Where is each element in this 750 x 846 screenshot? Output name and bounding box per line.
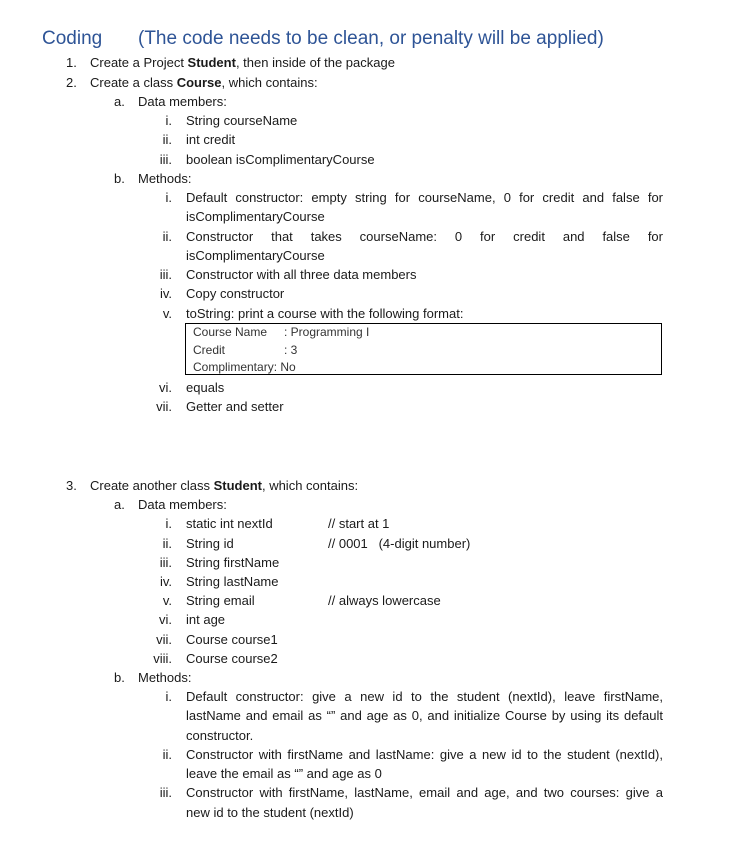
course-name-value: : Programming I xyxy=(284,325,370,339)
list-item: Constructor that takes courseName: 0 for credit and false for xyxy=(186,229,663,244)
list-item-number: vii. xyxy=(156,399,172,414)
page-title: Coding xyxy=(42,28,103,49)
list-item-number: ii. xyxy=(162,747,172,762)
student-data-members-label: Data members: xyxy=(138,497,227,512)
list-item: Copy constructor xyxy=(186,286,285,301)
list-item-number: ii. xyxy=(162,229,172,244)
credit-value: : 3 xyxy=(284,343,298,357)
complimentary-line: Complimentary: No xyxy=(193,360,296,374)
list-item: toString: print a course with the following format: xyxy=(186,306,464,321)
list-item-number: iii. xyxy=(159,267,172,282)
list-item-number: vi. xyxy=(159,380,172,395)
list-item-number: i. xyxy=(165,113,172,128)
list-item-number: i. xyxy=(165,516,172,531)
list-item-continuation: isComplimentaryCourse xyxy=(186,248,325,263)
list-item-number: vii. xyxy=(156,632,172,647)
list-item-number: ii. xyxy=(162,132,172,147)
list-item-number: ii. xyxy=(162,536,172,551)
list-item: Default constructor: empty string for courseName, 0 for credit and false for xyxy=(186,190,663,205)
course-data-members-number: a. xyxy=(114,94,125,109)
list-item-number: i. xyxy=(165,190,172,205)
list-item-number: v. xyxy=(162,306,172,321)
list-item: Course course2 xyxy=(186,651,278,666)
student-data-members-number: a. xyxy=(114,497,125,512)
list-item: Default constructor: give a new id to the student (nextId), leave firstName, xyxy=(186,689,663,704)
student-methods-label: Methods: xyxy=(138,670,192,685)
clean-code-note: (The code needs to be clean, or penalty will be applied) xyxy=(138,28,604,49)
list-item-continuation: isComplimentaryCourse xyxy=(186,209,325,224)
list-item-number: iii. xyxy=(159,152,172,167)
course-methods-label: Methods: xyxy=(138,171,192,186)
section-2-text: Create a class Course, which contains: xyxy=(90,75,318,90)
list-item: String lastName xyxy=(186,574,279,589)
list-item-number: iii. xyxy=(159,785,172,800)
section-3-number: 3. xyxy=(66,478,77,493)
list-item: Getter and setter xyxy=(186,399,284,414)
list-item-number: i. xyxy=(165,689,172,704)
list-item: String email xyxy=(186,593,255,608)
credit-label: Credit xyxy=(193,343,226,357)
section-1-text: Create a Project Student, then inside of the package xyxy=(90,55,395,70)
list-item: Constructor with all three data members xyxy=(186,267,417,282)
list-item: boolean isComplimentaryCourse xyxy=(186,152,375,167)
list-item-continuation: leave the email as “” and age as 0 xyxy=(186,766,382,781)
list-item: static int nextId xyxy=(186,516,273,531)
list-item: String id xyxy=(186,536,234,551)
list-item-number: vi. xyxy=(159,612,172,627)
section-3-text: Create another class Student, which contains: xyxy=(90,478,359,493)
list-item-continuation: new id to the student (nextId) xyxy=(186,805,354,820)
list-item: Constructor with firstName, lastName, email and age, and two courses: give a xyxy=(186,785,663,800)
list-item-continuation: lastName and email as “” and age as 0, and initialize Course by using its default xyxy=(186,708,663,723)
list-item-number: v. xyxy=(162,593,172,608)
list-item-number: iv. xyxy=(159,286,172,301)
list-item: String firstName xyxy=(186,555,280,570)
code-comment: // 0001 (4-digit number) xyxy=(328,536,471,551)
section-2-number: 2. xyxy=(66,75,77,90)
list-item: int age xyxy=(186,612,226,627)
course-data-members-label: Data members: xyxy=(138,94,227,109)
section-1-number: 1. xyxy=(66,55,77,70)
list-item-number: iii. xyxy=(159,555,172,570)
list-item: int credit xyxy=(186,132,236,147)
code-comment: // always lowercase xyxy=(328,593,441,608)
course-name-label: Course Name xyxy=(193,325,268,339)
tostring-format-box xyxy=(185,323,662,375)
course-methods-number: b. xyxy=(114,171,125,186)
list-item-number: viii. xyxy=(153,651,172,666)
list-item-continuation: constructor. xyxy=(186,728,254,743)
list-item: Course course1 xyxy=(186,632,278,647)
list-item-number: iv. xyxy=(159,574,172,589)
list-item: equals xyxy=(186,380,225,395)
code-comment: // start at 1 xyxy=(328,516,390,531)
list-item: String courseName xyxy=(186,113,298,128)
list-item: Constructor with firstName and lastName: give a new id to the student (nextId), xyxy=(186,747,663,762)
student-methods-number: b. xyxy=(114,670,125,685)
